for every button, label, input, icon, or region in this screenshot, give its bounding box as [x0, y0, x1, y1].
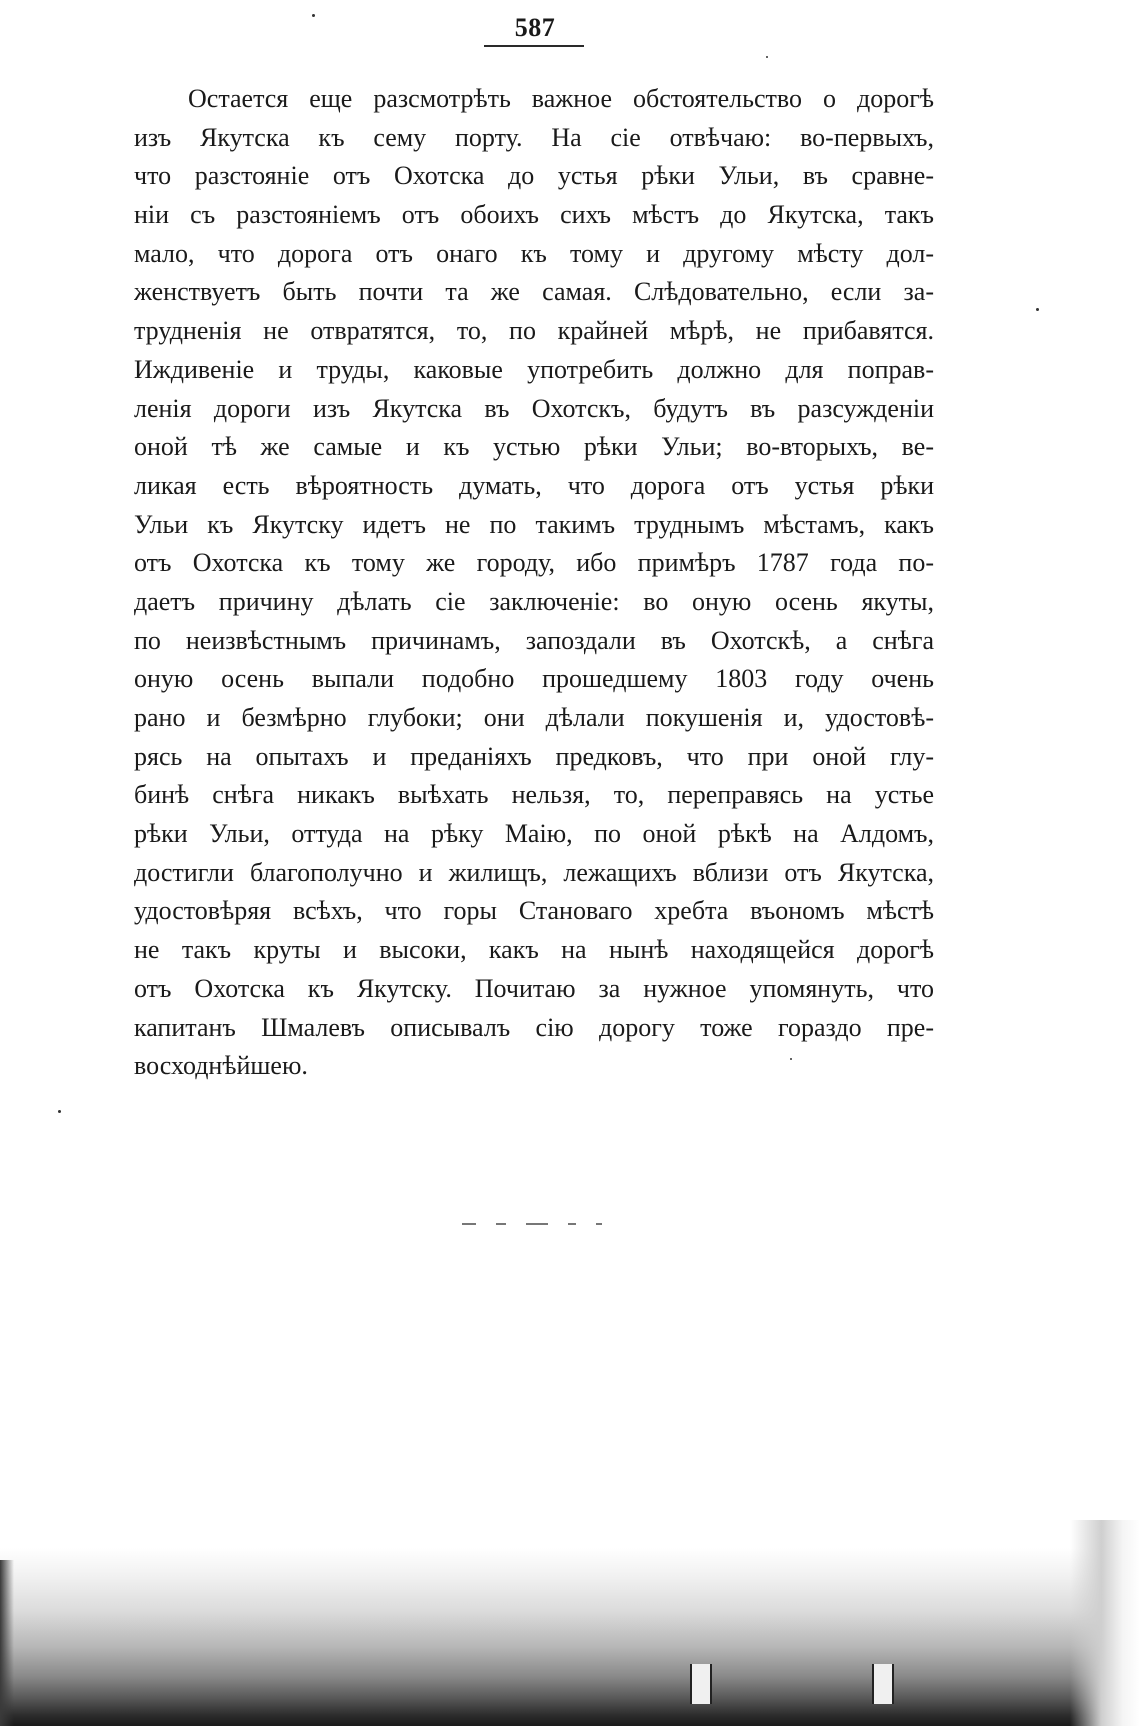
text-line: нiи съ разстоянiемъ отъ обоихъ сихъ мѣстъ до Якутска, такъ — [134, 200, 934, 230]
text-line: Ульи къ Якутску идетъ не по такимъ труднымъ мѣстамъ, какъ — [134, 509, 934, 539]
text-line: по неизвѣстнымъ причинамъ, запоздали въ Охотскѣ, а снѣга — [134, 625, 934, 655]
text-line: мало, что дорога отъ онаго къ тому и другому мѣсту дол- — [134, 238, 934, 268]
text-line: не такъ круты и высоки, какъ на нынѣ находящейся дорогѣ — [134, 935, 934, 965]
text-line: рано и безмѣрно глубоки; они дѣлали покушенiя и, удостовѣ- — [134, 703, 934, 732]
dust-speck — [790, 1058, 792, 1060]
scan-right-edge — [1070, 1520, 1140, 1726]
text-line: отъ Охотска къ тому же городу, ибо примѣръ 1787 года по- — [134, 548, 934, 578]
dust-speck — [58, 1110, 61, 1113]
text-line: отъ Охотска къ Якутску. Почитаю за нужное упомянуть, что — [134, 973, 934, 1003]
end-ornament — [462, 1222, 602, 1226]
scan-clip-mark — [690, 1664, 712, 1704]
text-line: ленiя дороги изъ Якутска въ Охотскъ, будутъ въ разсужденiи — [134, 393, 934, 423]
text-line: бинѣ снѣга никакъ выѣхать нельзя, то, переправясь на устье — [134, 780, 934, 810]
text-line: достигли благополучно и жилищъ, лежащихъ вблизи отъ Якутска, — [134, 857, 934, 887]
text-line: капитанъ Шмалевъ описывалъ сiю дорогу тоже гораздо пре- — [134, 1012, 934, 1042]
text-line: женствуетъ быть почти та же самая. Слѣдовательно, если за- — [134, 277, 934, 307]
text-line: удостовѣряя всѣхъ, что горы Становаго хребта въономъ мѣстѣ — [134, 896, 934, 926]
dust-speck — [1036, 308, 1039, 311]
page-number-rule — [484, 45, 584, 47]
text-line: изъ Якутска къ сему порту. На сiе отвѣчаю: во-первыхъ, — [134, 122, 934, 152]
dust-speck — [312, 14, 315, 17]
scan-left-shadow — [0, 1560, 14, 1726]
text-line: что разстоянiе отъ Охотска до устья рѣки Ульи, въ сравне- — [134, 161, 934, 191]
text-line: Остается еще разсмотрѣть важное обстоятельство о дорогѣ — [188, 84, 934, 113]
text-line: восходнѣйшею. — [134, 1051, 308, 1081]
body-text — [134, 80, 934, 1086]
text-line: оной тѣ же самые и къ устью рѣки Ульи; во-вторыхъ, ве- — [134, 432, 934, 462]
page-number: 587 — [514, 13, 556, 42]
text-line: Иждивенiе и труды, каковые употребить должно для поправ- — [134, 354, 934, 384]
text-line: рѣки Ульи, оттуда на рѣку Маiю, по оной рѣкѣ на Алдомъ, — [134, 819, 934, 849]
scan-bottom-shadow — [0, 1548, 1140, 1726]
text-line: даетъ причину дѣлать сiе заключенiе: во оную осень якуты, — [134, 586, 934, 616]
text-line: оную осень выпали подобно прошедшему 1803 году очень — [134, 664, 934, 694]
text-line: ликая есть вѣроятность думать, что дорога отъ устья рѣки — [134, 470, 934, 500]
text-line: трудненiя не отвратятся, то, по крайней мѣрѣ, не прибавятся. — [134, 316, 934, 346]
scan-clip-mark — [872, 1664, 894, 1704]
dust-speck — [766, 56, 768, 58]
text-line: рясь на опытахъ и преданiяхъ предковъ, что при оной глу- — [134, 741, 934, 771]
